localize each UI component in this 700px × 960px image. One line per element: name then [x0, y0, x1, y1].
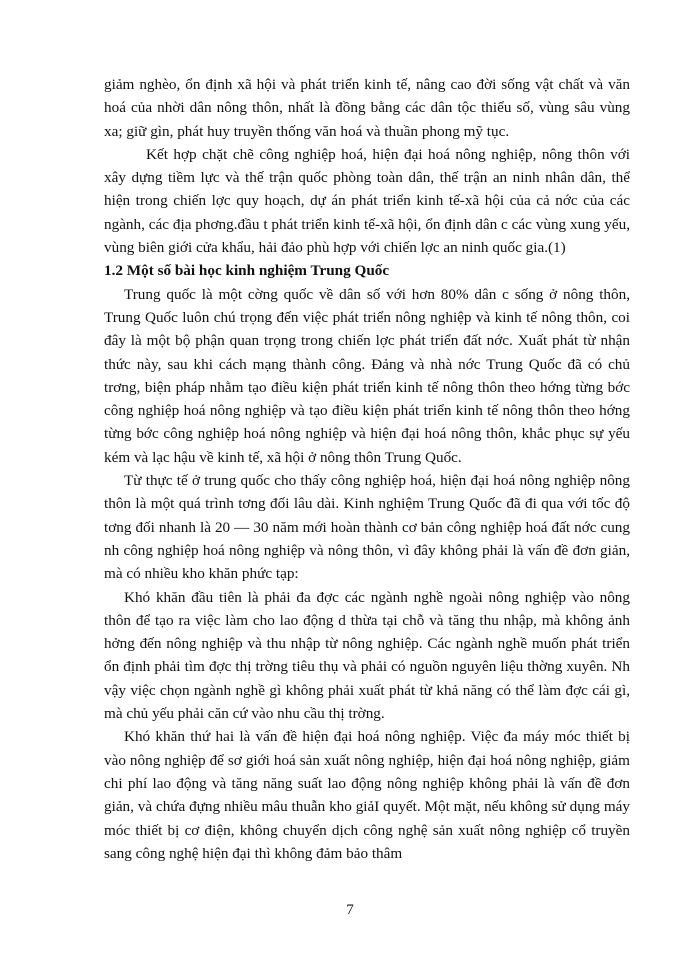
- paragraph-intro: giảm nghèo, ổn định xã hội và phát triển kinh tế, nâng cao đời sống vật chất và văn hoá của nhời dân nông thôn, nhất là đồng bằng các dân tộc thiểu số, vùng sâu vùng xa; giữ gìn, phát huy truyền thống văn hoá và thuần phong mỹ tục.: [104, 76, 630, 140]
- page-number: 7: [346, 902, 354, 918]
- paragraph-second-difficulty: Khó khăn thứ hai là vấn đề hiện đại hoá nông nghiệp. Việc đa máy móc thiết bị vào nông nghiệp để sơ giới hoá sản xuất nông nghiệp, hiện đại hoá nông nghiệp, giảm chi phí lao động và tăng năng suất lao động nông nghiệp không phải là vấn đề đơn giản, và chứa đựng nhiều mâu thuẫn kho giảI quyết. Một mặt, nếu không sử dụng máy móc thiết bị cơ điện, không chuyển dịch công nghệ sản xuất nông nghiệp cổ truyền sang công nghệ hiện đại thì không đảm bảo thâm: [104, 728, 630, 862]
- paragraph-first-difficulty: Khó khăn đầu tiên là phải đa đợc các ngành nghề ngoài nông nghiệp vào nông thôn để tạo ra việc làm cho lao động d thừa tại chỗ và tăng thu nhập, mà không ảnh hởng đến nông nghiệp và thu nhập từ nông nghiệp. Các ngành nghề muốn phát triển ổn định phải tìm đợc thị trờng tiêu thụ và phải có nguồn nguyên liệu thờng xuyên. Nh vậy việc chọn ngành nghề gì không phải xuất phát từ khả năng có thể làm đợc cái gì, mà chủ yếu phải căn cứ vào nhu cầu thị trờng.: [104, 588, 630, 723]
- paragraph-china-experience: Từ thực tế ở trung quốc cho thấy công nghiệp hoá, hiện đại hoá nông nghiệp nông thôn là một quá trình tơng đối lâu dài. Kinh nghiệm Trung Quốc đã đi qua với tốc độ tơng đối nhanh là 20 — 30 năm mới hoàn thành cơ bản công nghiệp hoá đất nớc cung nh công nghiệp hoá nông nghiệp và nông thôn, vì đây không phải là vấn đề đơn giản, mà có nhiều kho khăn phức tạp:: [104, 472, 630, 583]
- page-content: [104, 73, 630, 865]
- section-heading: 1.2 Một số bài học kinh nghiệm Trung Quốc: [104, 262, 390, 280]
- paragraph-china-overview: Trung quốc là một cờng quốc về dân số với hơn 80% dân c sống ở nông thôn, Trung Quốc luôn chú trọng đến việc phát triển nông nghiệp và kinh tế nông thôn, coi đây là một bộ phận quan trọng trong chiến lợc phát triển đất nớc. Xuất phát từ nhận thức này, sau khi cách mạng thành công. Đảng và nhà nớc Trung Quốc đã có chủ trơng, biện pháp nhằm tạo điều kiện phát triển kinh tế nông thôn theo hớng từng bớc công nghiệp hoá nông nghiệp và tạo điều kiện phát triển kinh tế nông thôn theo hớng từng bớc công nghiệp hoá nông nghiệp và hiện đại hoá nông thôn, khắc phục sự yếu kém và lạc hậu về kinh tế, xã hội ở nông thôn Trung Quốc.: [104, 285, 630, 466]
- paragraph-industrialization: Kết hợp chặt chẽ công nghiệp hoá, hiện đại hoá nông nghiệp, nông thôn với xây dựng tiềm lực và thế trận quốc phòng toàn dân, thế trận an ninh nhân dân, thể hiện trong chiến lợc quy hoạch, dự án phát triển kinh tế-xã hội của cả nớc của các ngành, các địa phơng.đầu t phát triển kinh tế-xã hội, ổn định dân c các vùng xung yếu, vùng biên giới cửa khẩu, hải đảo phù hợp với chiến lợc an ninh quốc gia.(1): [104, 145, 630, 257]
